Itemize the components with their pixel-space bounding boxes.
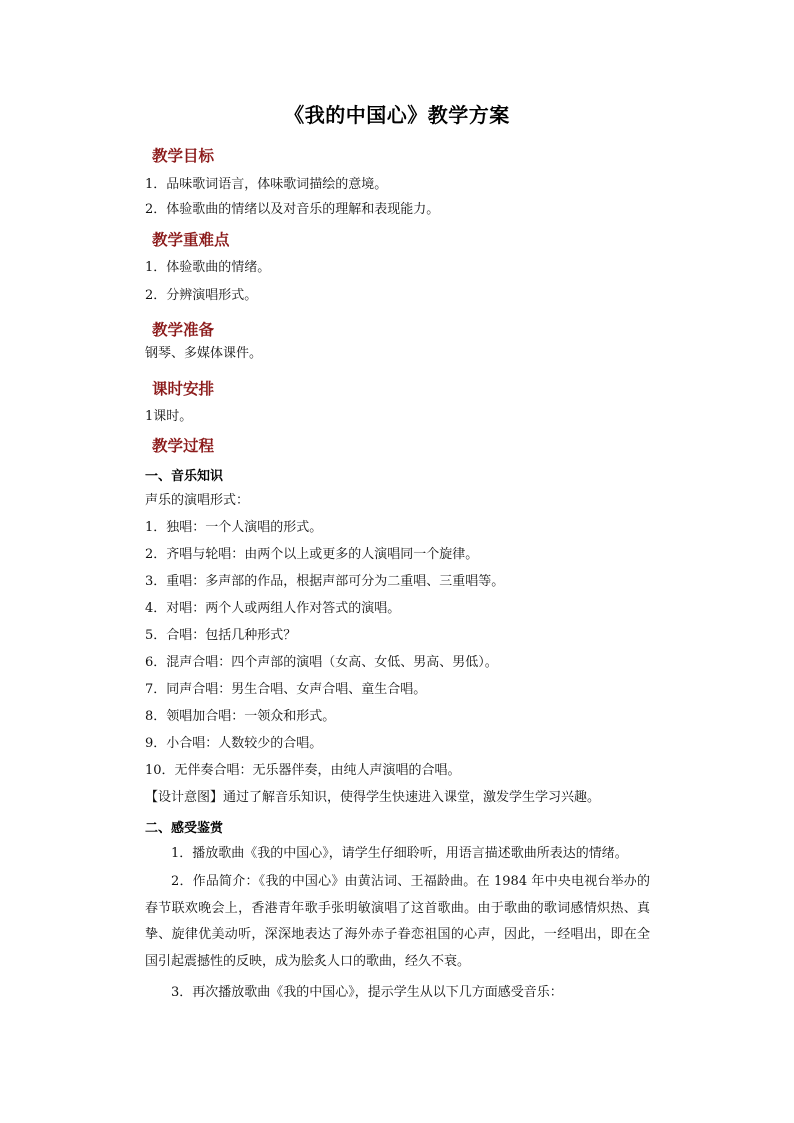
goal-item: 2．体验歌曲的情绪以及对音乐的理解和表现能力。 [145,202,440,217]
form-item: 1．独唱：一个人演唱的形式。 [145,520,323,535]
design-intent: 【设计意图】通过了解音乐知识，使得学生快速进入课堂，激发学生学习兴趣。 [145,790,601,805]
form-item: 8．领唱加合唱：一领众和形式。 [145,709,336,724]
step-1: 1．播放歌曲《我的中国心》，请学生仔细聆听，用语言描述歌曲所表达的情绪。 [171,846,628,861]
part1-intro: 声乐的演唱形式： [145,493,250,508]
process-heading: 教学过程 [152,436,215,455]
part1-heading: 一、音乐知识 [145,469,224,484]
document-title: 《我的中国心》教学方案 [284,103,510,127]
goal-item: 1．品味歌词语言，体味歌词描绘的意境。 [145,177,388,192]
step-3: 3．再次播放歌曲《我的中国心》，提示学生从以下几方面感受音乐： [171,985,563,1000]
prep-heading: 教学准备 [152,320,215,339]
form-item: 10．无伴奏合唱：无乐器伴奏，由纯人声演唱的合唱。 [145,763,461,778]
form-item: 2．齐唱与轮唱：由两个以上或更多的人演唱同一个旋律。 [145,547,479,562]
step-2: 2．作品简介：《我的中国心》由黄沾词、王福龄曲。在 1984 年中央电视台举办的春节联欢晚会上，香港青年歌手张明敏演唱了这首歌曲。由于歌曲的歌词感情炽热、真挚、旋律优美动听，深深地表达了海外赤子眷恋祖国的心声，因此，一经唱出，即在全国引起震撼性的反映，成为脍炙人口的歌曲，经久不衰。 [145,874,650,969]
form-item: 7．同声合唱：男生合唱、女声合唱、童生合唱。 [145,682,427,697]
goals-heading: 教学目标 [152,146,215,165]
part2-heading: 二、感受鉴赏 [145,821,224,836]
form-item: 5．合唱：包括几种形式？ [145,628,297,643]
keypoints-heading: 教学重难点 [152,230,230,249]
form-item: 3．重唱：多声部的作品，根据声部可分为二重唱、三重唱等。 [145,574,505,589]
form-item: 6．混声合唱：四个声部的演唱（女高、女低、男高、男低）。 [145,655,498,670]
prep-text: 钢琴、多媒体课件。 [145,346,263,361]
form-item: 9．小合唱：人数较少的合唱。 [145,736,323,751]
form-item: 4．对唱：两个人或两组人作对答式的演唱。 [145,601,401,616]
schedule-heading: 课时安排 [152,379,215,398]
keypoint-item: 2．分辨演唱形式。 [145,288,258,303]
keypoint-item: 1．体验歌曲的情绪。 [145,260,271,275]
schedule-text: 1课时。 [145,409,193,424]
